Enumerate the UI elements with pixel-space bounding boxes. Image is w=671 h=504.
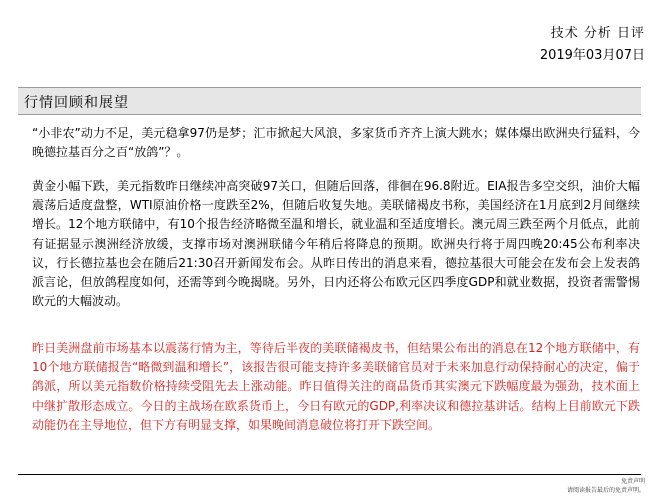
intro-paragraph: “小非农”动力不足，美元稳拿97仍是梦；汇市掀起大风浪，多家货币齐齐上演大跳水；媒体爆出欧洲央行猛料，今晚德拉基百分之百“放鸽”？。 <box>32 126 640 160</box>
report-type-title: 技术 分析 日评 <box>550 26 645 41</box>
section-title: 行情回顾和展望 <box>24 95 129 111</box>
disclaimer-label: 免责声明 <box>620 478 645 485</box>
disclaimer-note: 请阅读报告最后的免责声明。 <box>566 487 645 494</box>
outlook-paragraph: 昨日美洲盘前市场基本以震荡行情为主，等待后半夜的美联储褐皮书，但结果公布出的消息在12个地方联储中，有10个地方联储报告“略微到温和增长”，该报告很可能支持许多美联储官员对于未来加息行动保持耐心的决定，偏于鸽派，所以美元指数价格持续受阻先去上涨动能。昨日值得关注的商品货币其实澳元下跌幅度最为强劲，技术面上中继扩散形态成立。今日的主战场在欧系货币上，今日有欧元的GDP,利率决议和德拉基讲话。结构上目前欧元下跌动能仍在主导地位，但下方有明显支撑，如果晚间消息破位将打开下跌空间。 <box>32 341 640 432</box>
report-date: 2019年03月07日 <box>539 48 645 63</box>
market-review-paragraph: 黄金小幅下跌，美元指数昨日继续冲高突破97关口，但随后回落，徘徊在96.8附近。EIA报告多空交织，油价大幅震荡后适度盘整，WTI原油价格一度跌至2%，但随后收复失地。美联储褐皮书称，美国经济在1月底到2月间继续增长。12个地方联储中，有10个报告经济略微至温和增长，就业温和至适度增长。澳元周三跌至两个月低点，此前有证据显示澳洲经济放缓，支撑市场对澳洲联储今年稍后将降息的预期。欧洲央行将于周四晚20:45公布利率决议，行长德拉基也会在随后21:30召开新闻发布会。从昨日传出的消息来看，德拉基很大可能会在发布会上发表鸽派言论，但放鸽程度如何，还需等到今晚揭晓。另外，日内还将公布欧元区四季度GDP和就业数据，投资者需警惕欧元的大幅波动。 <box>32 179 640 309</box>
footer-divider <box>18 474 641 475</box>
section-header-bar <box>18 87 641 115</box>
